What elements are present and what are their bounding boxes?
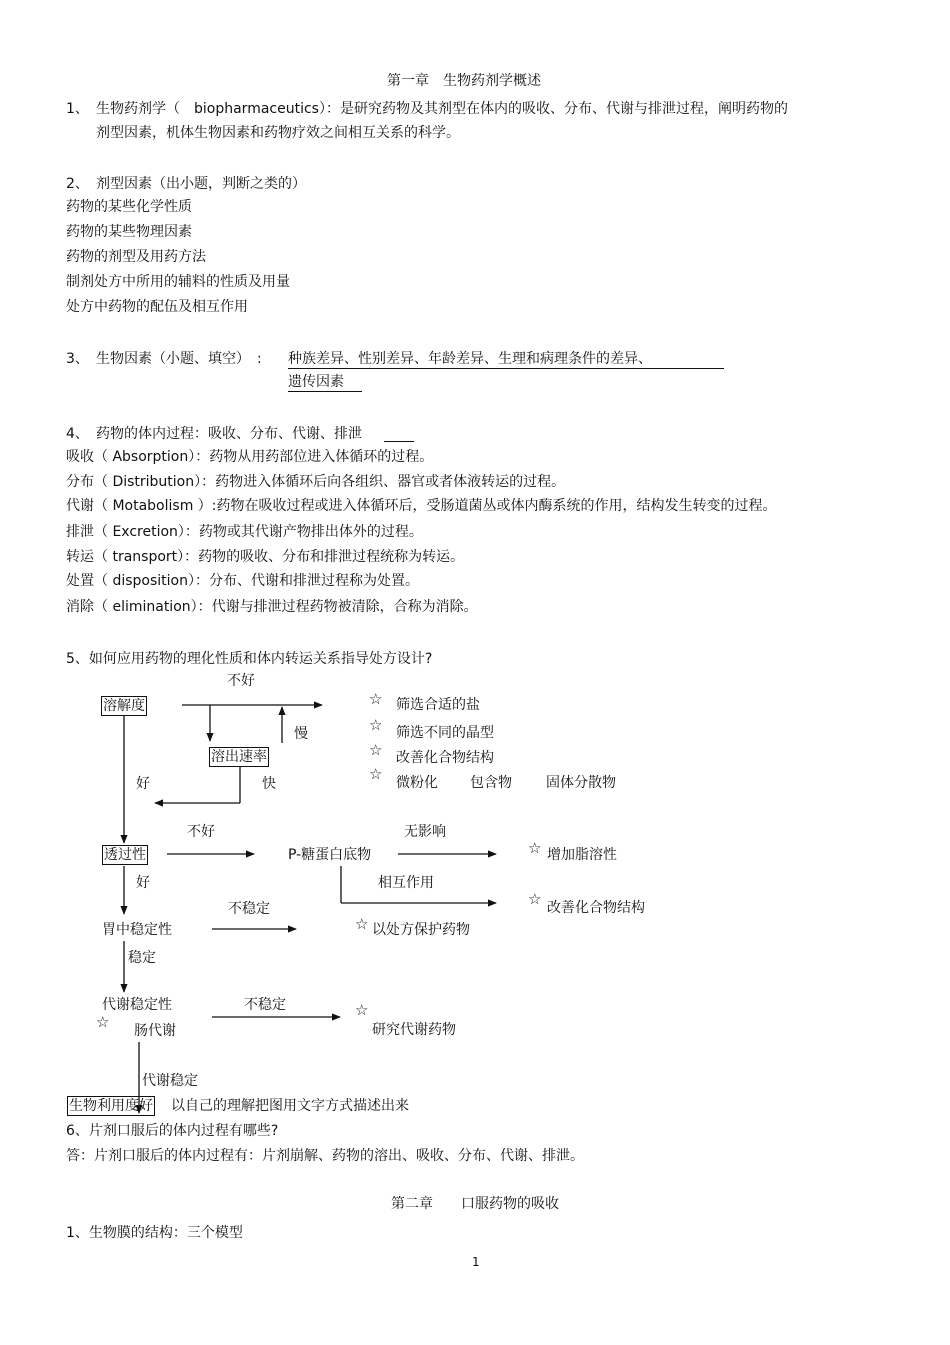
- edge-label-slow: 慢: [294, 726, 308, 742]
- page-number: 1: [472, 1255, 480, 1269]
- star-icon: ☆: [96, 1013, 110, 1031]
- star-icon: ☆: [355, 1001, 369, 1019]
- star-icon: ☆: [528, 839, 542, 857]
- section-4-title: 药物的体内过程：吸收、分布、代谢、排泄: [96, 426, 362, 442]
- definition-transport: 转运（ transport）：药物的吸收、分布和排泄过程统称为转运。: [66, 549, 465, 565]
- result-select-crystal-form: 筛选不同的晶型: [396, 725, 494, 741]
- edge-label-bad: 不好: [227, 673, 255, 689]
- section-1-line-2: 剂型因素，机体生物因素和药物疗效之间相互关系的科学。: [96, 125, 460, 141]
- result-select-salt: 筛选合适的盐: [396, 697, 480, 713]
- star-icon: ☆: [369, 690, 383, 708]
- section-3-title: 生物因素（小题、填空） :: [96, 351, 262, 367]
- definition-elimination: 消除（ elimination）：代谢与排泄过程药物被清除，合称为消除。: [66, 599, 478, 615]
- list-item: 处方中药物的配伍及相互作用: [66, 299, 248, 315]
- definition-metabolism: 代谢（ Motabolism ）:药物在吸收过程或进入体循环后，受肠道菌丛或体内酶系统的作用，结构发生转变的过程。: [66, 498, 777, 514]
- node-solubility: 溶解度: [103, 698, 145, 714]
- star-icon: ☆: [528, 890, 542, 908]
- section-1-number: 1、: [66, 101, 89, 117]
- chapter-2-section-1: 1、生物膜的结构：三个模型: [66, 1225, 243, 1241]
- node-gut-metabolism: 肠代谢: [134, 1023, 176, 1039]
- section-2-title: 剂型因素（出小题，判断之类的）: [96, 176, 306, 192]
- edge-label-good: 好: [136, 776, 150, 792]
- edge-label-unstable: 不稳定: [244, 997, 286, 1013]
- edge-label-fast: 快: [262, 776, 276, 792]
- result-study-metabolism: 研究代谢药物: [372, 1022, 456, 1038]
- definition-disposition: 处置（ disposition）：分布、代谢和排泄过程称为处置。: [66, 573, 419, 589]
- section-3-answer-line-2: 遗传因素: [288, 373, 362, 392]
- star-icon: ☆: [369, 716, 383, 734]
- edge-label-bad: 不好: [187, 824, 215, 840]
- result-increase-lipophilicity: 增加脂溶性: [547, 847, 617, 863]
- node-pgp-substrate: P-糖蛋白底物: [288, 847, 372, 863]
- result-improve-structure: 改善化合物结构: [547, 900, 645, 916]
- section-6-title: 6、片剂口服后的体内过程有哪些?: [66, 1123, 279, 1139]
- definition-absorption: 吸收（ Absorption）：药物从用药部位进入体循环的过程。: [66, 449, 434, 465]
- edge-label-interaction: 相互作用: [378, 875, 434, 891]
- section-5-title: 5、如何应用药物的理化性质和体内转运关系指导处方设计?: [66, 651, 433, 667]
- chapter-title: 第一章 生物药剂学概述: [387, 73, 541, 89]
- edge-label-no-effect: 无影响: [404, 824, 446, 840]
- list-item: 药物的某些化学性质: [66, 199, 192, 215]
- node-permeability: 透过性: [104, 847, 146, 863]
- node-bioavailability: 生物利用度好: [69, 1098, 153, 1114]
- edge-label-good: 好: [136, 875, 150, 891]
- result-inclusion-complex: 包含物: [470, 775, 512, 791]
- star-icon: ☆: [369, 765, 383, 783]
- star-icon: ☆: [355, 915, 369, 933]
- section-4-number: 4、: [66, 426, 89, 442]
- definition-excretion: 排泄（ Excretion）：药物或其代谢产物排出体外的过程。: [66, 524, 423, 540]
- result-improve-structure: 改善化合物结构: [396, 750, 494, 766]
- chapter-title: 第二章 口服药物的吸收: [391, 1196, 559, 1212]
- section-5-caption: 以自己的理解把图用文字方式描述出来: [171, 1098, 409, 1114]
- section-1-line-1: 生物药剂学（ biopharmaceutics）：是研究药物及其剂型在体内的吸收、分布、代谢与排泄过程，阐明药物的: [96, 101, 788, 117]
- definition-distribution: 分布（ Distribution）：药物进入体循环后向各组织、器官或者体液转运的过程。: [66, 474, 566, 490]
- edge-label-stable: 稳定: [128, 950, 156, 966]
- star-icon: ☆: [369, 741, 383, 759]
- list-item: 制剂处方中所用的辅料的性质及用量: [66, 274, 290, 290]
- node-dissolution-rate: 溶出速率: [211, 749, 267, 765]
- section-3-answer-line-1: 种族差异、性别差异、年龄差异、生理和病理条件的差异、: [288, 350, 724, 369]
- section-2-number: 2、: [66, 176, 89, 192]
- section-6-answer: 答：片剂口服后的体内过程有：片剂崩解、药物的溶出、吸收、分布、代谢、排泄。: [66, 1148, 584, 1164]
- edge-label-unstable: 不稳定: [228, 901, 270, 917]
- result-solid-dispersion: 固体分散物: [546, 775, 616, 791]
- result-micronization: 微粉化: [396, 775, 438, 791]
- section-3-number: 3、: [66, 351, 89, 367]
- list-item: 药物的某些物理因素: [66, 224, 192, 240]
- node-gastric-stability: 胃中稳定性: [102, 922, 172, 938]
- edge-label-metabolic-stable: 代谢稳定: [142, 1073, 198, 1089]
- node-metabolic-stability: 代谢稳定性: [102, 997, 172, 1013]
- list-item: 药物的剂型及用药方法: [66, 249, 206, 265]
- result-formulation-protection: 以处方保护药物: [372, 922, 470, 938]
